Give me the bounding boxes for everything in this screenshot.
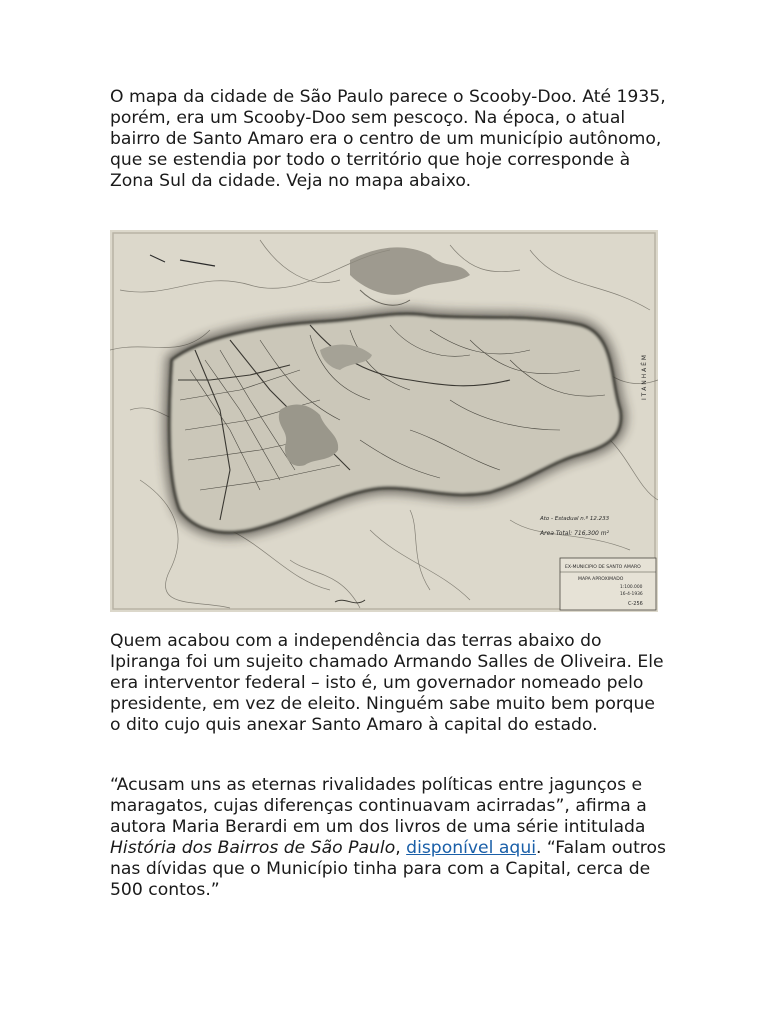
legend-code: C-256 xyxy=(628,601,643,607)
map-drawing xyxy=(110,230,658,612)
quote-text-end: . “Falam outros nas dívidas que o Município tinha para com a Capital, cerca de 500 contos.” xyxy=(110,838,666,900)
separator-text: , xyxy=(395,838,407,858)
legend-scale: 1:100.000 xyxy=(620,585,643,590)
map-legend xyxy=(560,558,656,610)
svg-text:I T A N H A É M: I T A N H A É M xyxy=(641,355,648,400)
available-here-link[interactable]: disponível aqui xyxy=(406,838,536,858)
legend-title: EX-MUNICIPIO DE SANTO AMARO xyxy=(565,565,641,570)
area-note: Area Total: 716,300 m² xyxy=(540,530,610,537)
body-paragraph-2: Quem acabou com a independência das terras abaixo do Ipiranga foi um sujeito chamado Armando Salles de Oliveira. Ele era interventor federal – isto é, um governador nomeado pelo presidente, em vez de eleito. Ninguém sabe muito bem porque o dito cujo quis anexar Santo Amaro à capital do estado. xyxy=(110,631,664,735)
legend-subtitle: MAPA APROXIMADO xyxy=(578,577,624,582)
decree-note: Ato - Estadual n.º 12.233 xyxy=(540,516,610,522)
book-title: História dos Bairros de São Paulo xyxy=(110,838,396,858)
body-paragraph-3 xyxy=(110,775,670,901)
santo-amaro-historic-map xyxy=(110,230,658,612)
quote-text: “Acusam uns as eternas rivalidades políticas entre jagunços e maragatos, cujas diferenças continuavam acirradas”, afirma a autora Maria Berardi em um dos livros de uma série intitulada xyxy=(110,775,647,837)
intro-paragraph: O mapa da cidade de São Paulo parece o Scooby-Doo. Até 1935, porém, era um Scooby-Doo sem pescoço. Na época, o atual bairro de Santo Amaro era o centro de um município autônomo, que se estendia por todo o território que hoje corresponde à Zona Sul da cidade. Veja no mapa abaixo. xyxy=(110,87,666,191)
legend-date: 16-4-1936 xyxy=(620,592,643,597)
